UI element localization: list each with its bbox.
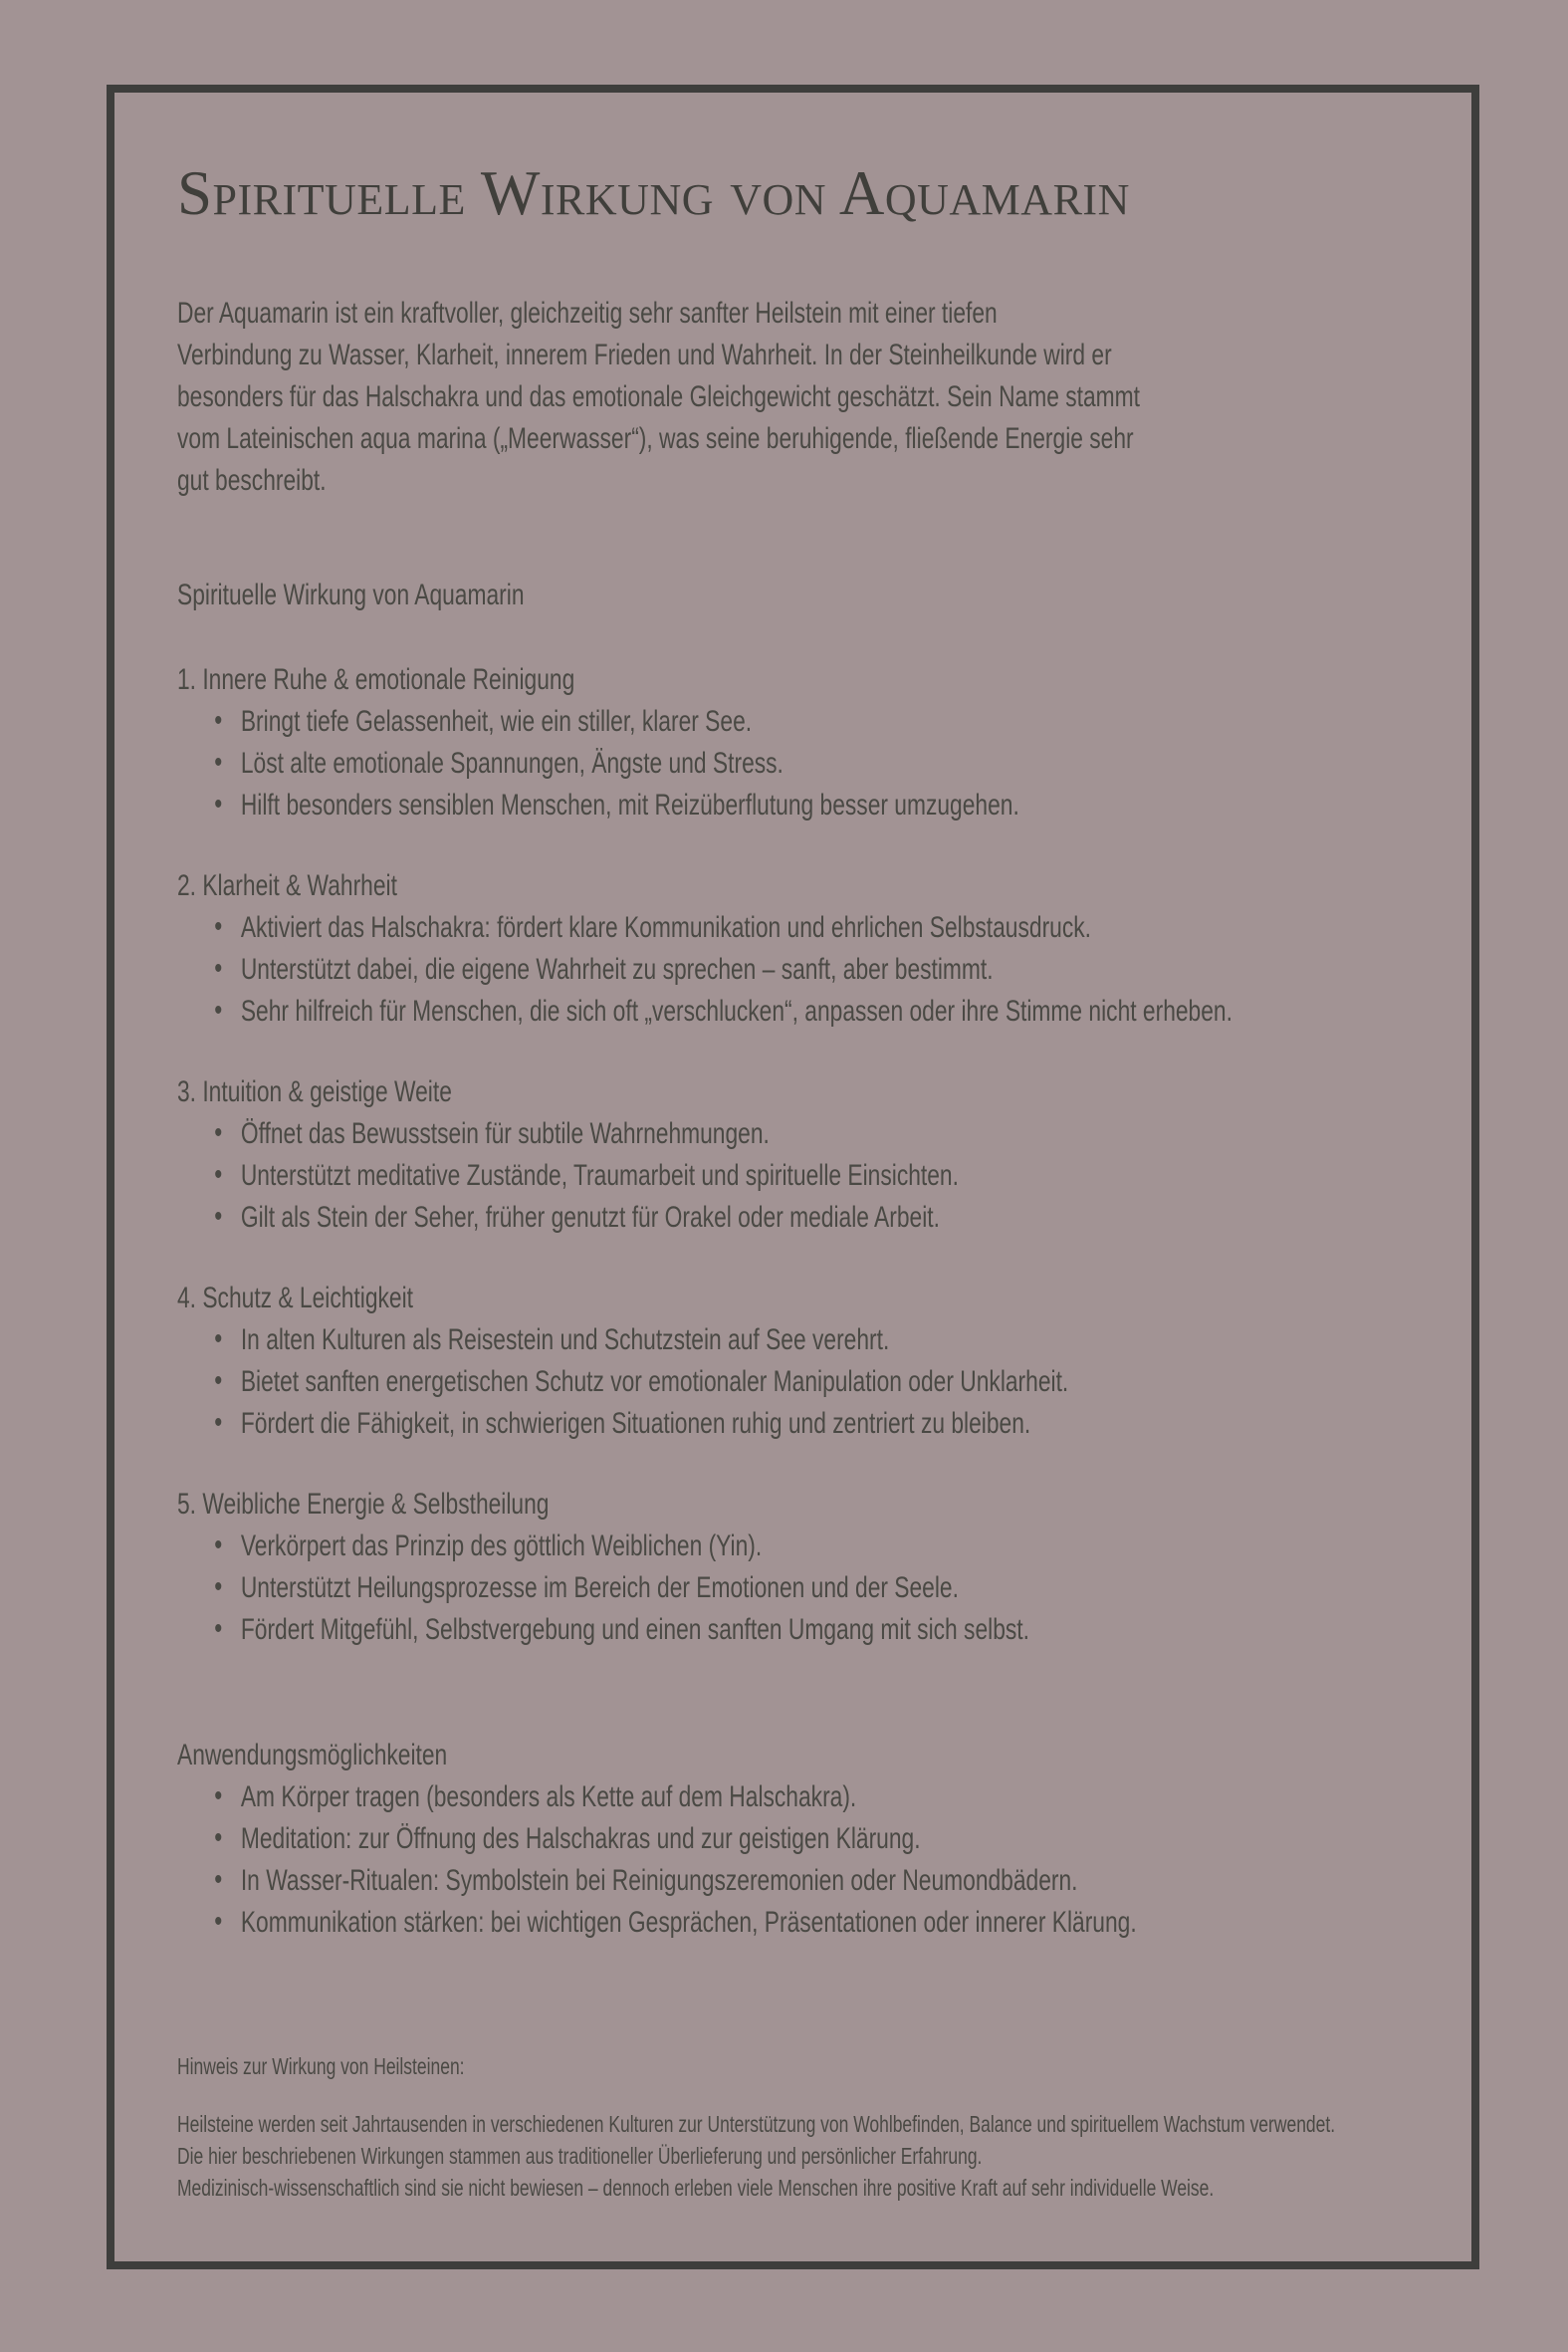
bullet-icon: • [214,994,223,1027]
list-item [177,1818,1146,1860]
list-item-text: Löst alte emotionale Spannungen, Ängste und Stress. [240,747,784,780]
list-item [177,1197,1146,1239]
footnote-line: Die hier beschriebenen Wirkungen stammen aus traditioneller Überlieferung und persönlicher Erfahrung. [177,2143,983,2169]
section-schutz [177,1278,1452,1445]
bullet-icon: • [214,1863,223,1896]
list-item [177,1860,1146,1902]
bullet-icon: • [214,1570,223,1603]
list-item [177,1776,1146,1818]
bullet-icon: • [214,1779,223,1812]
list-item [177,1567,1146,1609]
list-heading: Spirituelle Wirkung von Aquamarin [177,579,525,611]
list-item [177,1113,1146,1155]
section-anwendungen [177,1735,1452,1944]
bullet-icon: • [214,1116,223,1149]
document-content [177,158,1452,2204]
list-item [177,1526,1146,1567]
list-item [177,991,1232,1033]
bullet-icon: • [214,1158,223,1191]
list-item-text: Sehr hilfreich für Menschen, die sich oft „verschlucken“, anpassen oder ihre Stimme nicht erheben. [240,995,1232,1028]
bullet-icon: • [214,1322,223,1355]
list-item [177,907,1146,949]
list-item-text: In alten Kulturen als Reisestein und Schutzstein auf See verehrt. [240,1323,890,1356]
intro-paragraph [177,293,1452,502]
bullet-icon: • [214,1406,223,1439]
document-frame [107,85,1479,2269]
list-item [177,1403,1146,1445]
list-item-text: In Wasser-Ritualen: Symbolstein bei Reinigungszeremonien oder Neumondbädern. [240,1864,1078,1897]
list-item [177,701,1146,743]
list-item-text: Bringt tiefe Gelassenheit, wie ein stiller, klarer See. [240,705,753,738]
list-item-text: Fördert die Fähigkeit, in schwierigen Situationen ruhig und zentriert zu bleiben. [240,1407,1031,1440]
footnote-line: Medizinisch-wissenschaftlich sind sie nicht bewiesen – dennoch erleben viele Menschen ihre positive Kraft auf sehr individuelle Weise. [177,2175,1215,2201]
section-intuition [177,1071,1452,1239]
bullet-icon: • [214,1821,223,1854]
list-item-text: Am Körper tragen (besonders als Kette auf dem Halschakra). [240,1780,857,1813]
list-item [177,1155,1146,1197]
intro-line: besonders für das Halschakra und das emotionale Gleichgewicht geschätzt. Sein Name stammt [177,380,1140,413]
list-item [177,949,1146,991]
section-heading: 4. Schutz & Leichtigkeit [177,1282,414,1314]
list-item-text: Hilft besonders sensiblen Menschen, mit Reizüberflutung besser umzugehen. [240,789,1019,822]
intro-line: Der Aquamarin ist ein kraftvoller, gleichzeitig sehr sanfter Heilstein mit einer tiefen [177,297,998,330]
bullet-icon: • [214,1612,223,1645]
list-item-text: Unterstützt meditative Zustände, Traumarbeit und spirituelle Einsichten. [240,1159,959,1192]
section-heading: 2. Klarheit & Wahrheit [177,869,397,902]
bullet-icon: • [214,1364,223,1397]
section-weibliche-energie [177,1484,1452,1651]
list-item [177,1319,1146,1361]
bullet-icon: • [214,952,223,985]
intro-line: vom Lateinischen aqua marina („Meerwasser“), was seine beruhigende, fließende Energie sehr [177,422,1134,455]
intro-line: gut beschreibt. [177,464,327,497]
section-klarheit [177,865,1452,1033]
bullet-icon: • [214,910,223,943]
footnote-heading: Hinweis zur Wirkung von Heilsteinen: [177,2053,465,2079]
bullet-icon: • [214,1529,223,1561]
list-item [177,785,1146,826]
section-heading: Anwendungsmöglichkeiten [177,1739,448,1771]
list-item-text: Verkörpert das Prinzip des göttlich Weiblichen (Yin). [240,1529,763,1562]
list-item-text: Aktiviert das Halschakra: fördert klare Kommunikation und ehrlichen Selbstausdruck. [240,911,1091,944]
footnote-line: Heilsteine werden seit Jahrtausenden in verschiedenen Kulturen zur Unterstützung von Wohlbefinden, Balance und spirituellem Wachstum verwendet. [177,2111,1336,2137]
list-item [177,743,1146,785]
bullet-icon: • [214,704,223,737]
bullet-icon: • [214,1200,223,1233]
intro-line: Verbindung zu Wasser, Klarheit, innerem Frieden und Wahrheit. In der Steinheilkunde wird er [177,339,1112,371]
bullet-icon: • [214,746,223,779]
list-item [177,1902,1146,1944]
list-item-text: Fördert Mitgefühl, Selbstvergebung und einen sanften Umgang mit sich selbst. [240,1613,1029,1646]
list-item-text: Meditation: zur Öffnung des Halschakras und zur geistigen Klärung. [240,1822,921,1855]
list-item-text: Unterstützt Heilungsprozesse im Bereich der Emotionen und der Seele. [240,1571,959,1604]
list-item-text: Kommunikation stärken: bei wichtigen Gesprächen, Präsentationen oder innerer Klärung. [240,1906,1137,1939]
footnote-paragraph [177,2108,1452,2204]
page-title: Spirituelle Wirkung von Aquamarin [177,158,1130,228]
bullet-icon: • [214,1905,223,1938]
section-heading: 5. Weibliche Energie & Selbstheilung [177,1488,550,1521]
list-item-text: Bietet sanften energetischen Schutz vor emotionaler Manipulation oder Unklarheit. [240,1365,1069,1398]
section-heading: 3. Intuition & geistige Weite [177,1075,452,1108]
list-item [177,1609,1146,1651]
list-item-text: Gilt als Stein der Seher, früher genutzt für Orakel oder mediale Arbeit. [240,1201,940,1234]
list-item-text: Öffnet das Bewusstsein für subtile Wahrnehmungen. [240,1117,770,1150]
section-innere-ruhe [177,659,1452,826]
bullet-icon: • [214,788,223,821]
list-item-text: Unterstützt dabei, die eigene Wahrheit zu sprechen – sanft, aber bestimmt. [240,953,994,986]
list-item [177,1361,1146,1403]
section-heading: 1. Innere Ruhe & emotionale Reinigung [177,663,575,696]
